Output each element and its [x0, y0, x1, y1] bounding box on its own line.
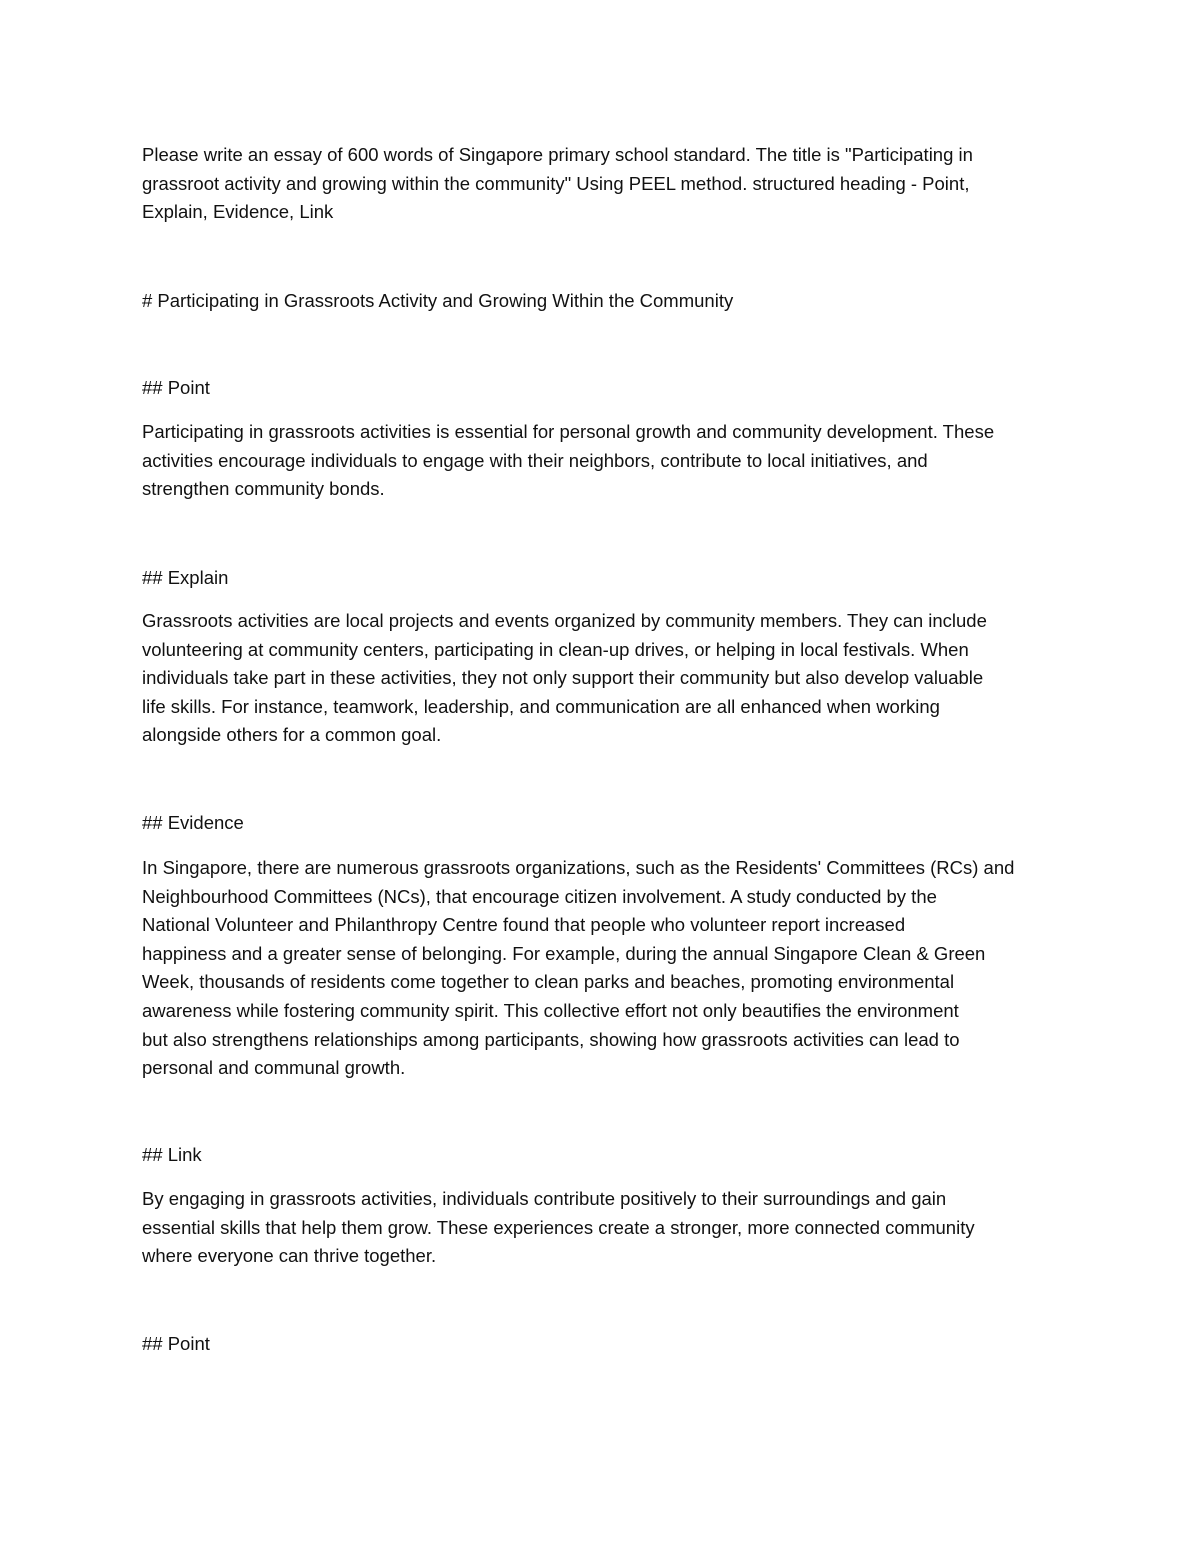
- paragraph-line: individuals take part in these activities, they not only support their community but also develop valuable: [142, 667, 984, 689]
- section-heading-text: ## Link: [142, 1144, 202, 1165]
- paragraph-line: National Volunteer and Philanthropy Centre found that people who volunteer report increased: [142, 914, 906, 936]
- paragraph-line: life skills. For instance, teamwork, leadership, and communication are all enhanced when working: [142, 695, 940, 717]
- section-paragraph-evidence: [142, 854, 1062, 1083]
- section-paragraph-point: [142, 418, 1062, 504]
- paragraph-line: strengthen community bonds.: [142, 478, 385, 500]
- paragraph-line: personal and communal growth.: [142, 1057, 406, 1079]
- paragraph-line: happiness and a greater sense of belonging. For example, during the annual Singapore Clean & Green: [142, 942, 986, 964]
- section-heading-link: [142, 1141, 1062, 1170]
- essay-title-text: # Participating in Grassroots Activity and Growing Within the Community: [142, 290, 734, 311]
- paragraph-line: volunteering at community centers, participating in clean-up drives, or helping in local festivals. When: [142, 638, 969, 660]
- paragraph-line: essential skills that help them grow. These experiences create a stronger, more connected community: [142, 1216, 975, 1238]
- paragraph-line: Neighbourhood Committees (NCs), that encourage citizen involvement. A study conducted by the: [142, 885, 937, 907]
- section-heading-explain: [142, 564, 1062, 593]
- section-paragraph-explain: [142, 607, 1062, 750]
- paragraph-line: alongside others for a common goal.: [142, 724, 442, 746]
- paragraph-line: By engaging in grassroots activities, individuals contribute positively to their surroundings and gain: [142, 1188, 947, 1209]
- section-heading-point: [142, 374, 1062, 403]
- essay-title: [142, 287, 1062, 316]
- section-heading-evidence: [142, 809, 1062, 838]
- paragraph-line: activities encourage individuals to engage with their neighbors, contribute to local initiatives, and: [142, 449, 928, 471]
- paragraph-line: Participating in grassroots activities is essential for personal growth and community development. These: [142, 421, 995, 442]
- section-paragraph-link: [142, 1185, 1062, 1271]
- paragraph-line: Week, thousands of residents come together to clean parks and beaches, promoting environmental: [142, 971, 955, 993]
- prompt-line: Explain, Evidence, Link: [142, 201, 334, 223]
- paragraph-line: but also strengthens relationships among participants, showing how grassroots activities can lead to: [142, 1028, 960, 1050]
- prompt-paragraph: [142, 141, 1062, 227]
- prompt-line: grassroot activity and growing within the community" Using PEEL method. structured heading - Point,: [142, 172, 970, 194]
- section-heading-point-trailing: [142, 1330, 1062, 1359]
- section-heading-text: ## Evidence: [142, 812, 244, 833]
- prompt-line: Please write an essay of 600 words of Singapore primary school standard. The title is "Participating in: [142, 144, 973, 165]
- paragraph-line: where everyone can thrive together.: [142, 1245, 437, 1267]
- section-heading-text: ## Explain: [142, 567, 229, 588]
- paragraph-line: awareness while fostering community spirit. This collective effort not only beautifies the environment: [142, 999, 959, 1021]
- section-heading-text: ## Point: [142, 1333, 210, 1354]
- section-heading-text: ## Point: [142, 377, 210, 398]
- paragraph-line: Grassroots activities are local projects and events organized by community members. They can include: [142, 610, 987, 631]
- paragraph-line: In Singapore, there are numerous grassroots organizations, such as the Residents' Committees (RCs) and: [142, 857, 1015, 878]
